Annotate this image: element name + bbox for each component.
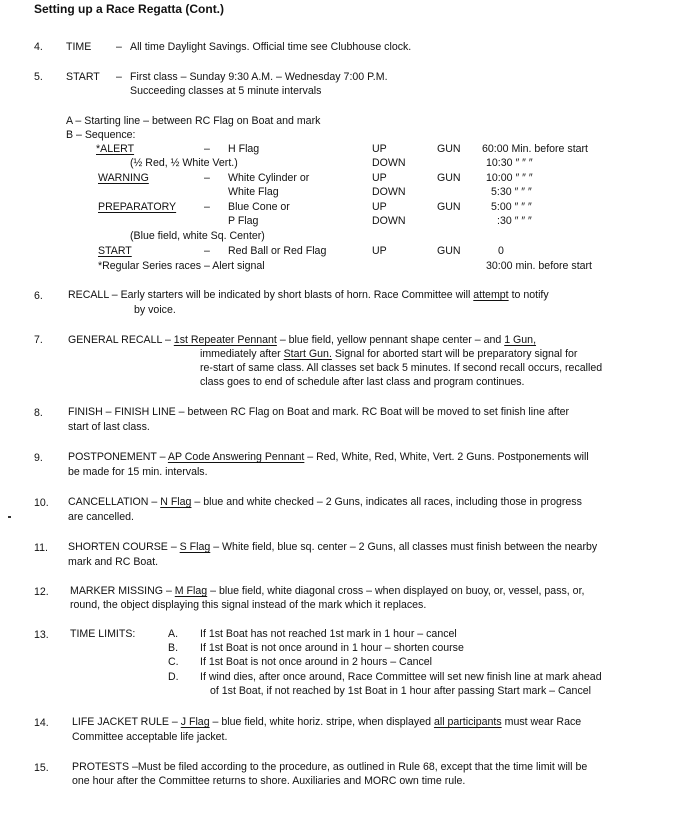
seq-warning-up: UP (372, 172, 387, 184)
postponement-line1: POSTPONEMENT – AP Code Answering Pennant – Red, White, Red, White, Vert. 2 Guns. Postponements will (68, 451, 589, 463)
finish-line2: start of last class. (68, 421, 150, 433)
time-limits-label: TIME LIMITS: (70, 628, 136, 640)
time-text: All time Daylight Savings. Official time see Clubhouse clock. (130, 41, 412, 53)
general-recall-line4: class goes to end of schedule after last class and program continues. (200, 376, 525, 388)
limit-d-text2: of 1st Boat, if not reached by 1st Boat in 1 hour after passing Start mark – Cancel (210, 685, 591, 697)
seq-warning-name: WARNING (98, 172, 149, 184)
finish-line1: FINISH – FINISH LINE – between RC Flag on Boat and mark. RC Boat will be moved to set finish line after (68, 406, 570, 418)
item-number: 8. (34, 407, 43, 419)
seq-start-time2: 30:00 min. before start (486, 260, 592, 272)
seq-alert-name: *ALERT (96, 143, 135, 155)
seq-start-time1: 0 (498, 245, 504, 257)
sub-item-a: A – Starting line – between RC Flag on Boat and mark (66, 115, 321, 127)
item-number: 4. (34, 41, 43, 53)
seq-warning-gun: GUN (437, 172, 461, 184)
life-jacket-line2: Committee acceptable life jacket. (72, 731, 228, 743)
start-line2: Succeeding classes at 5 minute intervals (130, 85, 322, 97)
item-number: 11. (34, 542, 48, 554)
seq-alert-sub: (½ Red, ½ White Vert.) (130, 157, 238, 169)
time-label: TIME (66, 41, 92, 53)
limit-d-text1: If wind dies, after once around, Race Committee will set new finish line at mark ahead (200, 671, 602, 683)
seq-prep-signal2: P Flag (228, 215, 259, 227)
seq-alert-time1: 60:00 Min. before start (482, 143, 588, 155)
seq-start-gun: GUN (437, 245, 461, 257)
dash: – (204, 143, 210, 155)
seq-warning-time2: 5:30 ″ ″ ″ (491, 186, 532, 198)
general-recall-line2: immediately after Start Gun. Signal for aborted start will be preparatory signal for (200, 348, 578, 360)
seq-alert-signal: H Flag (228, 143, 260, 155)
limit-a-text: If 1st Boat has not reached 1st mark in 1 hour – cancel (200, 628, 457, 640)
item-number: 15. (34, 762, 49, 774)
seq-alert-gun: GUN (437, 143, 461, 155)
limit-d-letter: D. (168, 671, 179, 683)
seq-prep-gun: GUN (437, 201, 461, 213)
limit-a-letter: A. (168, 628, 179, 640)
item-number: 6. (34, 290, 43, 302)
seq-prep-time2: :30 ″ ″ ″ (497, 215, 532, 227)
seq-start-signal: Red Ball or Red Flag (228, 245, 327, 257)
life-jacket-line1: LIFE JACKET RULE – J Flag – blue field, white horiz. stripe, when displayed all participants must wear Race (72, 716, 582, 728)
start-label: START (66, 71, 100, 83)
dash: – (204, 172, 210, 184)
limit-b-text: If 1st Boat is not once around in 1 hour – shorten course (200, 642, 464, 654)
dash: – (204, 245, 210, 257)
item-number: 13. (34, 629, 49, 641)
item-number: 7. (34, 334, 43, 346)
start-line1: First class – Sunday 9:30 A.M. – Wednesday 7:00 P.M. (130, 71, 388, 83)
seq-start-up: UP (372, 245, 387, 257)
stray-mark (8, 516, 11, 518)
page-title: Setting up a Race Regatta (Cont.) (34, 2, 225, 16)
limit-c-text: If 1st Boat is not once around in 2 hours – Cancel (200, 656, 433, 668)
shorten-course-line2: mark and RC Boat. (68, 556, 159, 568)
item-number: 5. (34, 71, 43, 83)
protests-line2: one hour after the Committee returns to shore. Auxiliaries and MORC own time rule. (72, 775, 466, 787)
seq-warning-signal1: White Cylinder or (228, 172, 310, 184)
item-number: 10. (34, 497, 49, 509)
seq-prep-down: DOWN (372, 215, 406, 227)
general-recall-line1: GENERAL RECALL – 1st Repeater Pennant – blue field, yellow pennant shape center – and 1 Gun, (68, 334, 537, 346)
cancellation-line1: CANCELLATION – N Flag – blue and white checked – 2 Guns, indicates all races, including those in progress (68, 496, 582, 508)
dash: – (204, 201, 210, 213)
seq-prep-time1: 5:00 ″ ″ ″ (491, 201, 532, 213)
postponement-line2: be made for 15 min. intervals. (68, 466, 208, 478)
cancellation-line2: are cancelled. (68, 511, 134, 523)
seq-start-name: START (98, 245, 132, 257)
seq-footnote: *Regular Series races – Alert signal (98, 260, 265, 272)
protests-line1: PROTESTS –Must be filed according to the procedure, as outlined in Rule 68, except that the time limit will be (72, 761, 588, 773)
sub-item-b: B – Sequence: (66, 129, 136, 141)
item-number: 9. (34, 452, 43, 464)
seq-prep-name: PREPARATORY (98, 201, 177, 213)
recall-line1: RECALL – Early starters will be indicated by short blasts of horn. Race Committee will attempt to notify (68, 289, 549, 301)
seq-alert-down: DOWN (372, 157, 406, 169)
dash: – (116, 71, 122, 83)
item-number: 14. (34, 717, 49, 729)
marker-missing-line2: round, the object displaying this signal instead of the mark which it replaces. (70, 599, 427, 611)
dash: – (116, 41, 122, 53)
recall-line2: by voice. (134, 304, 176, 316)
shorten-course-line1: SHORTEN COURSE – S Flag – White field, blue sq. center – 2 Guns, all classes must finish between the nearby (68, 541, 598, 553)
limit-c-letter: C. (168, 656, 179, 668)
general-recall-line3: re-start of same class. All classes set back 5 minutes. If second recall occurs, recalled (200, 362, 603, 374)
limit-b-letter: B. (168, 642, 179, 654)
seq-warning-down: DOWN (372, 186, 406, 198)
seq-prep-signal1: Blue Cone or (228, 201, 290, 213)
seq-alert-up: UP (372, 143, 387, 155)
seq-prep-up: UP (372, 201, 387, 213)
item-number: 12. (34, 586, 49, 598)
marker-missing-line1: MARKER MISSING – M Flag – blue field, white diagonal cross – when displayed on buoy, or, vessel, pass, or, (70, 585, 585, 597)
seq-prep-sub: (Blue field, white Sq. Center) (130, 230, 265, 242)
seq-warning-signal2: White Flag (228, 186, 279, 198)
seq-warning-time1: 10:00 ″ ″ ″ (486, 172, 533, 184)
seq-alert-time2: 10:30 ″ ″ ″ (486, 157, 533, 169)
